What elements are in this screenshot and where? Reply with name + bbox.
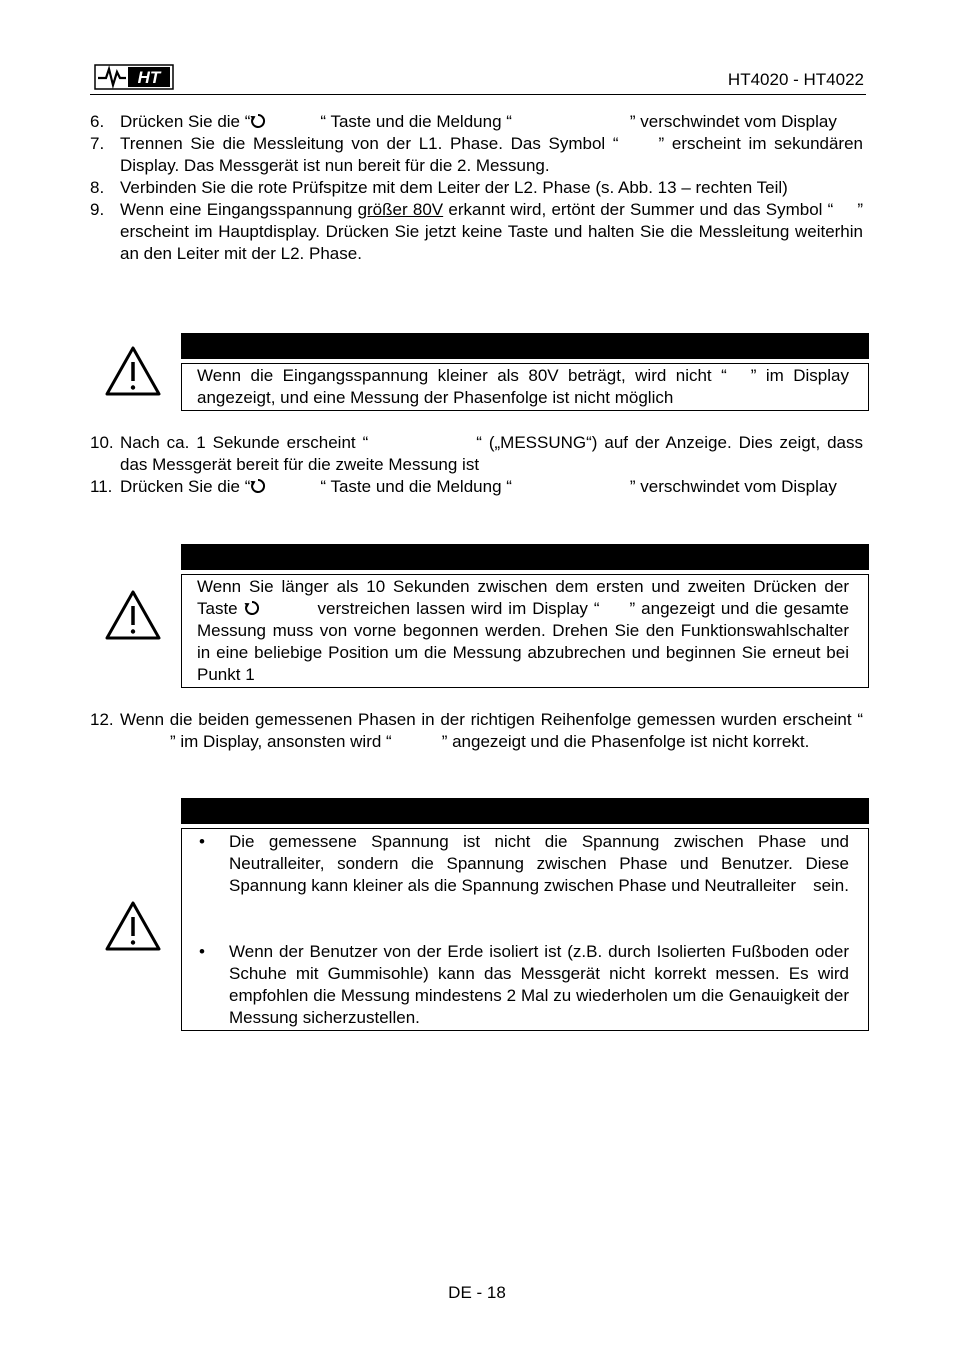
warning-box-3	[181, 798, 869, 1031]
page-header	[90, 62, 866, 95]
recycle-icon	[250, 478, 266, 494]
step-12: 12. Wenn die beiden gemessenen Phasen in der richtigen Reihenfolge gemessen wurden erscheint “” im Display, ansonsten wird “ ” angezeigt und die Phasenfolge ist nicht korrekt.	[90, 710, 863, 751]
page-number: DE - 18	[448, 1283, 506, 1302]
step-11: 11. Drücken Sie die “ “ Taste und die Meldung “ ” verschwindet vom Display	[90, 477, 837, 496]
warning-text-1: Wenn die Eingangsspannung kleiner als 80V beträgt, wird nicht “ ” im Display angezeigt, und eine Messung der Phasenfolge ist nicht möglich	[181, 363, 869, 411]
step-8: 8. Verbinden Sie die rote Prüfspitze mit dem Leiter der L2. Phase (s. Abb. 13 – rechten Teil)	[90, 178, 788, 197]
svg-text:HT: HT	[137, 68, 161, 87]
recycle-icon	[244, 600, 260, 616]
warning-box-1	[181, 333, 869, 411]
step-7: 7. Trennen Sie die Messleitung von der L1. Phase. Das Symbol “ ” erscheint im sekundären Display. Das Messgerät ist nun bereit für die 2. Messung.	[90, 134, 863, 175]
recycle-icon	[250, 113, 266, 129]
warning-bullet-2: • Wenn der Benutzer von der Erde isoliert ist (z.B. durch Isolierten Fußboden oder Schuhe mit Gummisohle) kann das Messgerät nicht korrekt messen. Es wird empfohlen die Messung mindestens 2 Mal zu wiederholen um die Genauigkeit der Messung sicherzustellen.	[199, 942, 849, 1027]
step-list-middle	[90, 432, 863, 498]
step-9: 9. Wenn eine Eingangsspannung größer 80V erkannt wird, ertönt der Summer und das Symbol “ ” erscheint im Hauptdisplay. Drücken Sie jetzt keine Taste und halten Sie die Messleitung weiterhin an den Leiter mit der L2. Phase.	[90, 200, 864, 263]
warning-triangle-icon	[104, 589, 162, 641]
warning-text-3	[181, 828, 869, 1031]
warning-triangle-icon	[104, 345, 162, 397]
warning-header-bar	[181, 798, 869, 824]
step-list-top	[90, 111, 863, 265]
model-name: HT4020 - HT4022	[727, 70, 864, 89]
warning-box-2	[181, 544, 869, 688]
step-10: 10. Nach ca. 1 Sekunde erscheint “ “ („MESSUNG“) auf der Anzeige. Dies zeigt, dass das Messgerät bereit für die zweite Messung ist	[90, 433, 864, 474]
warning-triangle-icon	[104, 900, 162, 952]
warning-header-bar	[181, 544, 869, 570]
step-list-bottom	[90, 709, 863, 753]
ht-logo	[94, 64, 174, 90]
warning-bullet-1: • Die gemessene Spannung ist nicht die Spannung zwischen Phase und Neutralleiter, sondern die Spannung zwischen Phase und Benutzer. Diese Spannung kann kleiner als die Spannung zwischen Phase und Neutralleiter sein.	[199, 832, 849, 895]
warning-text-2: Wenn Sie länger als 10 Sekunden zwischen dem ersten und zweiten Drücken der Taste verstreichen lassen wird im Display “ ” angezeigt und die gesamte Messung muss von vorne begonnen werden. Drehen Sie den Funktionswahlschalter in eine beliebige Position um die Messung abzubrechen und beginnen Sie erneut bei Punkt 1	[181, 574, 869, 688]
step-6: 6. Drücken Sie die “ “ Taste und die Meldung “ ” verschwindet vom Display	[90, 112, 837, 131]
warning-header-bar	[181, 333, 869, 359]
